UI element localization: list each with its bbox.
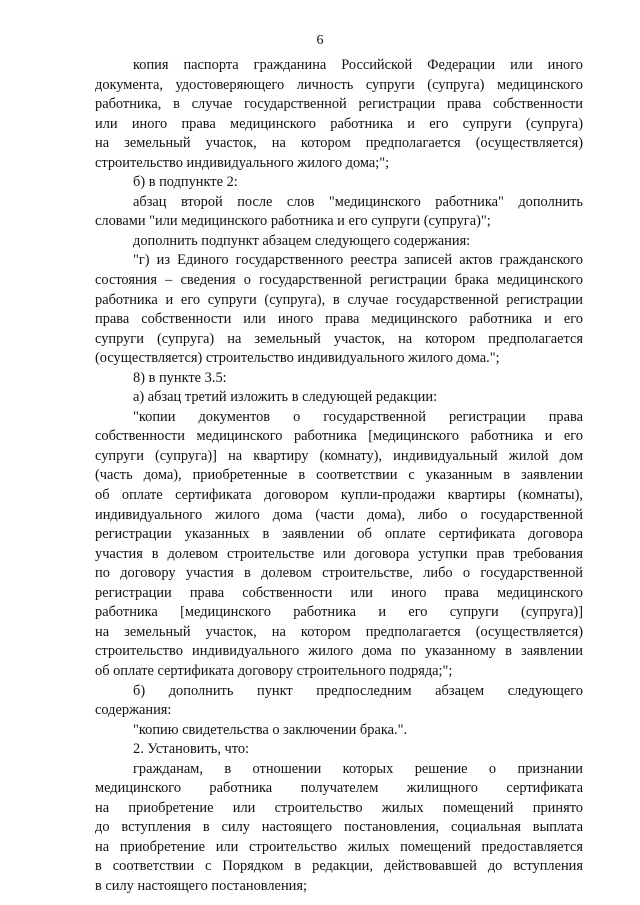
document-body [95, 56, 583, 897]
text-line: работника, в случае государственной регистрации права собственности [95, 96, 583, 113]
text-line: 8) в пункте 3.5: [133, 369, 227, 386]
text-line: индивидуального жилого дома (части дома), либо о государственной [95, 506, 583, 523]
text-line: строительство индивидуального жилого дома по указанному в заявлении [95, 643, 583, 660]
text-line: б) дополнить пункт предпоследним абзацем следующего [133, 682, 583, 699]
text-line: 2. Установить, что: [133, 741, 250, 758]
text-line: строительство индивидуального жилого дома;"; [95, 154, 390, 171]
text-line: (часть дома), приобретенные в соответствии с указанным в заявлении [95, 467, 583, 484]
paragraph [95, 56, 583, 173]
text-line: содержания: [95, 702, 172, 719]
text-line: на приобретение или строительство жилых помещений принято [95, 799, 583, 816]
text-line: а) абзац третий изложить в следующей редакции: [133, 389, 438, 406]
paragraph [95, 232, 583, 252]
paragraph [95, 682, 583, 721]
text-line: "г) из Единого государственного реестра записей актов гражданского [133, 252, 583, 269]
text-line: регистрации права собственности или иного права медицинского [95, 584, 583, 601]
text-line: собственности медицинского работника [медицинского работника и его [95, 428, 583, 445]
text-line: права собственности или иного права медицинского работника и его [95, 311, 583, 328]
paragraph [95, 251, 583, 368]
paragraph [95, 760, 583, 897]
text-line: работника и его супруги (супруга), в случае государственной регистрации [95, 291, 583, 308]
text-line: в силу настоящего постановления; [95, 877, 307, 894]
text-line: "копии документов о государственной регистрации права [133, 408, 583, 425]
paragraph [95, 173, 583, 193]
text-line: супруги (супруга)] на квартиру (комнату), индивидуальный жилой дом [95, 447, 583, 464]
paragraph [95, 369, 583, 389]
text-line: в соответствии с Порядком в редакции, действовавшей до вступления [95, 858, 583, 875]
text-line: работника [медицинского работника и его супруги (супруга)] [95, 604, 583, 621]
text-line: или иного права медицинского работника и его супруги (супруга) [95, 115, 583, 132]
text-line: состояния – сведения о государственной регистрации брака медицинского [95, 272, 583, 289]
text-line: документа, удостоверяющего личность супруги (супруга) медицинского [95, 76, 583, 93]
text-line: на земельный участок, на котором предполагается (осуществляется) [95, 135, 583, 152]
text-line: словами "или медицинского работника и его супруги (супруга)"; [95, 213, 491, 230]
page-number: 6 [316, 33, 324, 48]
text-line: супруги (супруга) на земельный участок, на котором предполагается [95, 330, 583, 347]
paragraph [95, 193, 583, 232]
paragraph [95, 408, 583, 682]
text-line: гражданам, в отношении которых решение о признании [133, 760, 583, 777]
text-line: на приобретение или строительство жилых помещений предоставляется [95, 838, 583, 855]
text-line: об оплате сертификата договору строительного подряда;"; [95, 662, 453, 679]
paragraph [95, 388, 583, 408]
text-line: б) в подпункте 2: [133, 174, 238, 191]
text-line: копия паспорта гражданина Российской Федерации или иного [133, 57, 583, 73]
text-line: на земельный участок, на котором предполагается (осуществляется) [95, 623, 583, 640]
text-line: "копию свидетельства о заключении брака.". [133, 721, 408, 738]
text-line: медицинского работника получателем жилищного сертификата [95, 780, 583, 797]
paragraph [95, 740, 583, 760]
text-line: дополнить подпункт абзацем следующего содержания: [133, 232, 471, 249]
text-line: по договору участия в долевом строительстве, либо о государственной [95, 565, 583, 582]
text-line: об оплате сертификата договором купли-продажи квартиры (комнаты), [95, 487, 583, 504]
text-line: абзац второй после слов "медицинского работника" дополнить [133, 193, 583, 210]
paragraph [95, 721, 583, 741]
text-line: (осуществляется) строительство индивидуального жилого дома."; [95, 350, 500, 367]
text-line: регистрации указанных в заявлении об оплате сертификата договора [95, 526, 583, 543]
text-line: участия в долевом строительстве или договора уступки прав требования [95, 545, 583, 562]
text-line: до вступления в силу настоящего постановления, социальная выплата [95, 819, 583, 836]
